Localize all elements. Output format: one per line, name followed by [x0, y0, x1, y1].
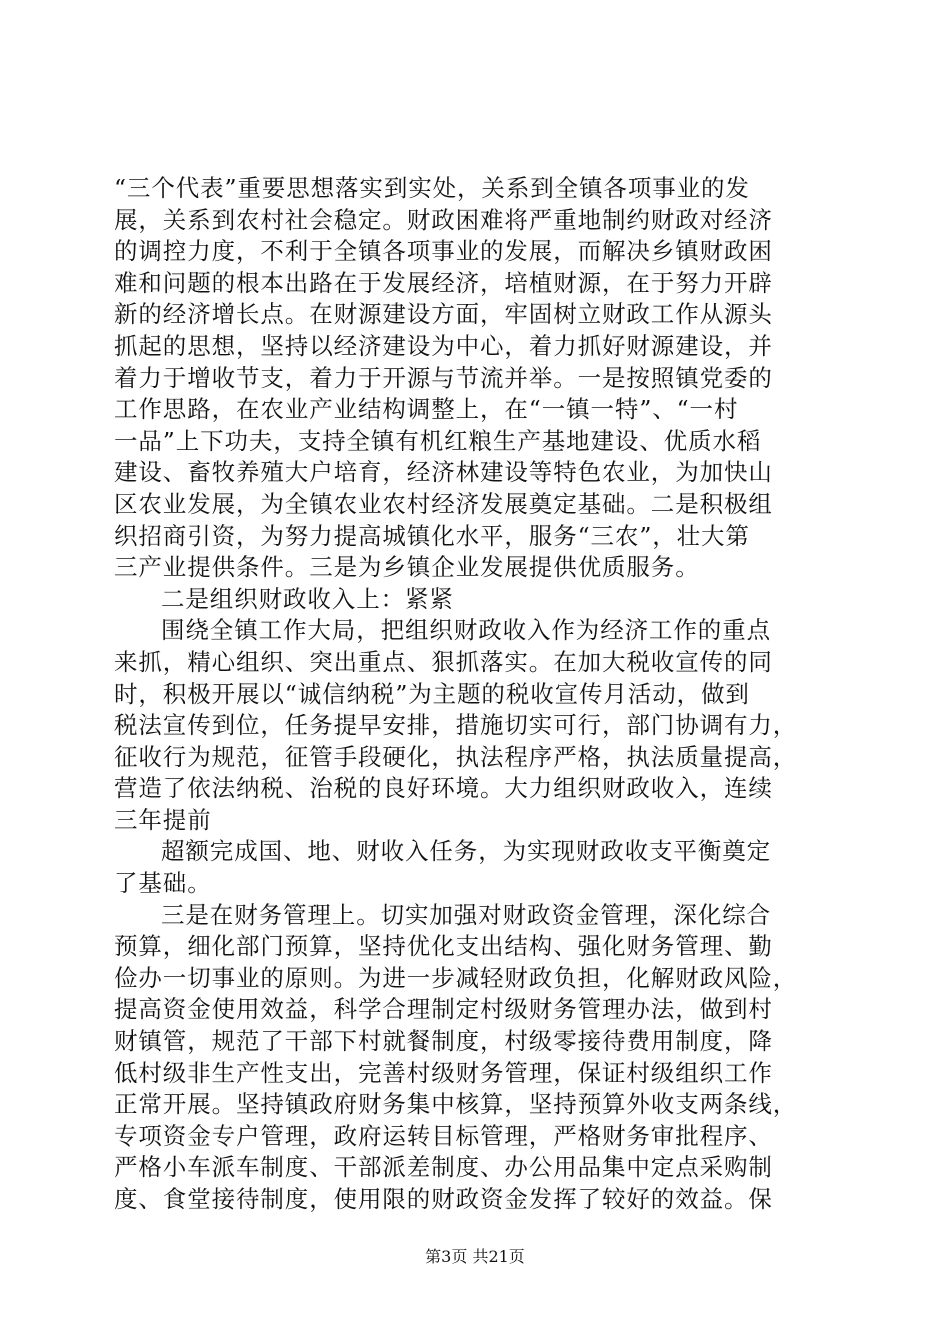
text-line: 建设、畜牧养殖大户培育，经济林建设等特色农业，为加快山	[114, 458, 773, 487]
text-line: 严格小车派车制度、干部派差制度、办公用品集中定点采购制	[114, 1153, 773, 1182]
text-line: 工作思路，在农业产业结构调整上，在“一镇一特”、“一村	[114, 395, 739, 424]
text-line: 时，积极开展以“诚信纳税”为主题的税收宣传月活动，做到	[114, 679, 750, 708]
text-line: 俭办一切事业的原则。为进一步减轻财政负担，化解财政风险，	[114, 963, 798, 992]
text-line: 了基础。	[114, 869, 212, 898]
text-line: “三个代表”重要思想落实到实处，关系到全镇各项事业的发	[114, 174, 750, 202]
text-line: 二是组织财政收入上：紧紧	[161, 584, 454, 613]
text-line: 超额完成国、地、财收入任务，为实现财政收支平衡奠定	[161, 837, 771, 866]
text-line: 抓起的思想，坚持以经济建设为中心，着力抓好财源建设，并	[114, 331, 773, 360]
text-line: 的调控力度，不利于全镇各项事业的发展，而解决乡镇财政困	[114, 237, 773, 266]
text-line: 度、食堂接待制度，使用限的财政资金发挥了较好的效益。保	[114, 1185, 773, 1213]
text-line: 提高资金使用效益，科学合理制定村级财务管理办法，做到村	[114, 995, 773, 1024]
text-line: 三是在财务管理上。切实加强对财政资金管理，深化综合	[161, 900, 771, 929]
text-line: 难和问题的根本出路在于发展经济，培植财源，在于努力开辟	[114, 268, 773, 297]
text-line: 新的经济增长点。在财源建设方面，牢固树立财政工作从源头	[114, 300, 773, 329]
text-line: 展，关系到农村社会稳定。财政困难将严重地制约财政对经济	[114, 205, 773, 234]
page-number: 第3页 共21页	[425, 1247, 525, 1266]
text-line: 财镇管，规范了干部下村就餐制度，村级零接待费用制度，降	[114, 1027, 773, 1056]
text-line: 专项资金专户管理，政府运转目标管理，严格财务审批程序、	[114, 1121, 773, 1150]
text-line: 着力于增收节支，着力于开源与节流并举。一是按照镇党委的	[114, 363, 773, 392]
text-line: 织招商引资，为努力提高城镇化水平，服务“三农”，壮大第	[114, 521, 750, 550]
text-line: 预算，细化部门预算，坚持优化支出结构、强化财务管理、勤	[114, 932, 773, 961]
text-line: 营造了依法纳税、治税的良好环境。大力组织财政收入，连续	[114, 774, 773, 803]
text-line: 一品”上下功夫，支持全镇有机红粮生产基地建设、优质水稻	[114, 426, 762, 455]
text-line: 来抓，精心组织、突出重点、狠抓落实。在加大税收宣传的同	[114, 647, 773, 676]
text-line: 正常开展。坚持镇政府财务集中核算，坚持预算外收支两条线，	[114, 1090, 798, 1119]
text-line: 围绕全镇工作大局，把组织财政收入作为经济工作的重点	[161, 616, 771, 645]
text-line: 税法宣传到位，任务提早安排，措施切实可行，部门协调有力，	[114, 711, 798, 740]
text-line: 低村级非生产性支出，完善村级财务管理，保证村级组织工作	[114, 1058, 773, 1087]
body-text	[114, 173, 836, 1216]
text-line: 三产业提供条件。三是为乡镇企业发展提供优质服务。	[114, 553, 700, 582]
text-line: 三年提前	[114, 805, 212, 834]
text-line: 征收行为规范，征管手段硬化，执法程序严格，执法质量提高，	[114, 742, 798, 771]
text-line: 区农业发展，为全镇农业农村经济发展奠定基础。二是积极组	[114, 489, 773, 518]
